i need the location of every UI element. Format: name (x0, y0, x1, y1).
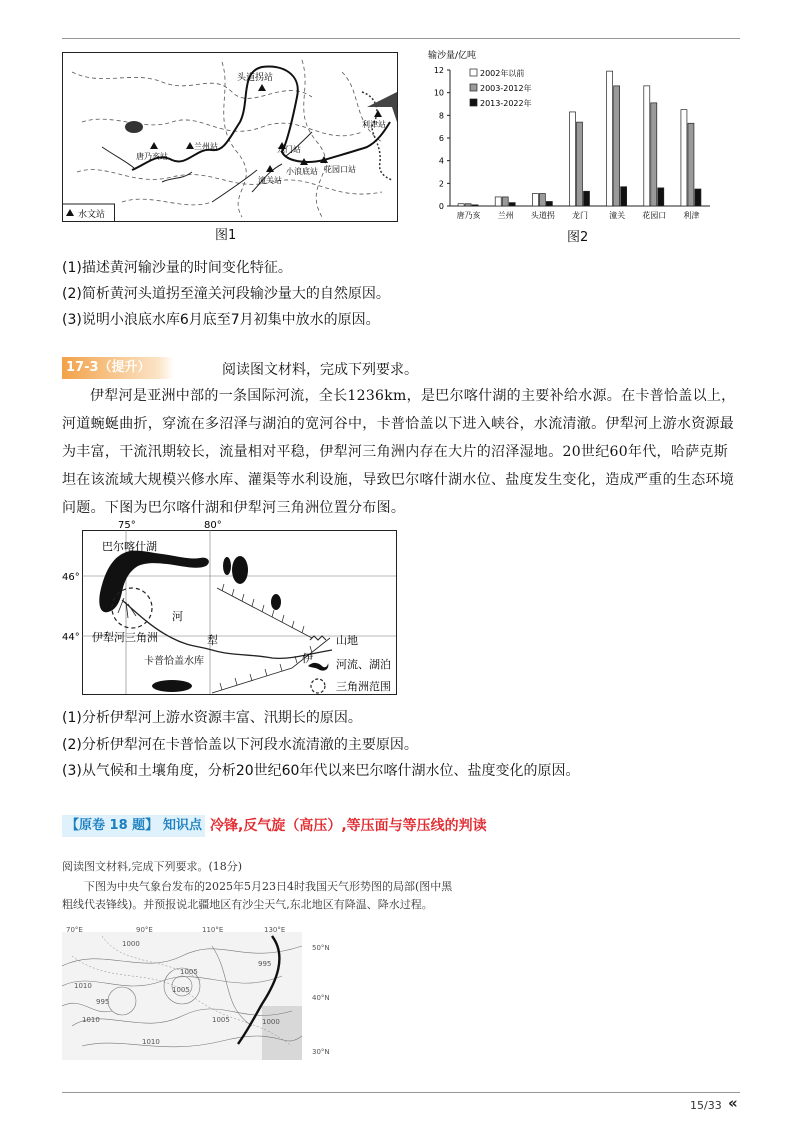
station-label: 龙门站 (277, 145, 301, 154)
isobar-label: 995 (258, 960, 272, 968)
weather-map-svg (62, 926, 352, 1060)
isobar-label: 1010 (82, 1016, 100, 1024)
knowledge-point-label: 知识点 (160, 815, 205, 837)
legend-swatch (470, 99, 477, 106)
bar (695, 189, 701, 206)
lon-label: 75° (118, 520, 136, 531)
figure-2-caption: 图2 (567, 230, 589, 245)
x-tick-label: 龙门 (572, 211, 588, 220)
x-tick-label: 头道拐 (530, 211, 555, 220)
y-tick-label: 6 (438, 134, 444, 143)
scanned-paragraph: 下图为中央气象台发布的2025年5月23日4时我国天气形势图的局部(图中黑粗线代表锋线)。并预报说北疆地区有沙尘天气,东北地区有降温、降水过程。 (62, 880, 453, 911)
isobar-label: 1005 (212, 1016, 230, 1024)
isobar-label: 1005 (172, 986, 190, 994)
bar (546, 201, 552, 206)
lon-label: 80° (204, 520, 222, 531)
legend-label: 2013-2022年 (480, 99, 532, 108)
legend-label: 三角洲范围 (336, 680, 391, 693)
legend-label: 2002年以前 (480, 69, 525, 78)
isobar-label: 1000 (122, 940, 140, 948)
station-label: 唐乃亥站 (136, 152, 168, 161)
isobar-label: 1010 (74, 982, 92, 990)
bar (584, 191, 590, 206)
bar (502, 197, 508, 206)
lat-label: 50°N (312, 944, 330, 952)
legend-swatch (470, 84, 477, 91)
bar (658, 188, 664, 206)
knowledge-point-text: 冷锋,反气旋（高压）,等压面与等压线的判读 (210, 818, 487, 834)
y-tick-label: 12 (433, 66, 444, 75)
isobar-label: 1005 (180, 968, 198, 976)
question-item: (2)简析黄河头道拐至潼关河段输沙量大的自然原因。 (62, 286, 390, 302)
station-label: 兰州站 (194, 142, 218, 151)
lake-label: 巴尔喀什湖 (102, 540, 157, 553)
weather-map (62, 926, 352, 1060)
question-item: (3)说明小浪底水库6月底至7月初集中放水的原因。 (62, 312, 380, 328)
bar (465, 204, 471, 206)
x-tick-label: 利津 (683, 211, 700, 220)
question-item: (2)分析伊犁河在卡普恰盖以下河段水流清澈的主要原因。 (62, 737, 418, 753)
sediment-bar-chart (420, 46, 740, 222)
river-label: 伊 (302, 652, 313, 665)
legend-label: 山地 (336, 634, 358, 647)
bar (681, 110, 687, 206)
question-item: (3)从气候和土壤角度，分析20世纪60年代以来巴尔喀什湖水位、盐度变化的原因。 (62, 763, 580, 779)
bottom-rule (62, 1092, 740, 1093)
isobar-label: 1000 (262, 1018, 280, 1026)
station-label: 潼关站 (258, 176, 282, 185)
y-tick-label: 4 (438, 156, 444, 166)
lat-label: 46° (62, 572, 80, 583)
question-intro: 阅读图文材料，完成下列要求。 (222, 362, 418, 378)
reservoir-label: 卡普恰盖水库 (144, 656, 204, 667)
original-question-tag: 【原卷 18 题】 (62, 815, 162, 837)
scanned-intro: 阅读图文材料,完成下列要求。(18分) (62, 860, 243, 873)
bar (539, 194, 545, 206)
legend-label: 水文站 (78, 210, 106, 220)
bar (621, 187, 627, 206)
bar (509, 203, 515, 206)
figure-2-chart (420, 46, 740, 222)
delta-label: 伊犁河三角洲 (92, 631, 158, 644)
page-number: 15/33 (690, 1099, 722, 1112)
legend-label: 2003-2012年 (480, 84, 532, 93)
balkhash-map-svg (62, 518, 402, 696)
bar (570, 112, 576, 206)
bar (532, 194, 538, 206)
lat-label: 40°N (312, 994, 330, 1002)
bar (644, 86, 650, 206)
bar (458, 204, 464, 206)
river-label: 河 (172, 610, 183, 623)
x-tick-label: 花园口 (642, 211, 667, 220)
x-tick-label: 唐乃亥 (456, 211, 481, 220)
x-tick-label: 潼关 (609, 211, 626, 220)
y-tick-label: 10 (433, 88, 444, 98)
question-item: (1)分析伊犁河上游水资源丰富、汛期长的原因。 (62, 710, 362, 726)
legend-swatch (470, 69, 477, 76)
station-label: 花园口站 (324, 165, 356, 174)
bar (607, 71, 613, 206)
nav-arrow-icon[interactable]: « (728, 1094, 738, 1112)
lon-label: 90°E (136, 926, 153, 934)
x-tick-label: 兰州 (497, 211, 514, 220)
lon-label: 110°E (202, 926, 224, 934)
y-tick-label: 0 (438, 202, 444, 211)
balkhash-map (62, 518, 402, 696)
bar (614, 86, 620, 206)
lon-label: 70°E (66, 926, 83, 934)
lat-label: 30°N (312, 1048, 330, 1056)
station-label: 小浪底站 (286, 167, 318, 176)
figure-1-map (62, 52, 398, 222)
yellow-river-map (62, 52, 398, 222)
isobar-label: 1010 (142, 1038, 160, 1046)
question-tag: 17-3（提升） (62, 357, 174, 379)
y-axis-label: 输沙量/亿吨 (428, 51, 477, 61)
y-tick-label: 2 (438, 179, 444, 189)
lon-label: 130°E (264, 926, 286, 934)
bar (472, 205, 478, 206)
lat-label: 44° (62, 632, 80, 643)
isobar-label: 995 (96, 998, 110, 1006)
y-tick-label: 8 (438, 111, 444, 121)
station-label: 头道拐站 (237, 73, 274, 83)
figure-1-caption: 图1 (215, 228, 237, 243)
material-paragraph: 伊犁河是亚洲中部的一条国际河流，全长1236km，是巴尔喀什湖的主要补给水源。在卡普恰盖以上，河道蜿蜒曲折，穿流在多沼泽与湖泊的宽河谷中，卡普恰盖以下进入峡谷，水流清澈。伊犁河上游水资源最为丰富，干流汛期较长，流量相对平稳，伊犁河三角洲内存在大片的沼泽湿地。20世纪60年代，哈萨克斯坦在该流域大规模兴修水库、灌渠等水利设施，导致巴尔喀什湖水位、盐度发生变化，造成严重的生态环境问题。下图为巴尔喀什湖和伊犁河三角洲位置分布图。 (62, 388, 736, 516)
top-rule (62, 38, 740, 39)
bar (495, 197, 501, 206)
bar (577, 122, 583, 206)
bar (651, 103, 657, 206)
question-item: (1)描述黄河输沙量的时间变化特征。 (62, 260, 292, 276)
station-label: 利津站 (362, 120, 386, 129)
legend-label: 河流、湖泊 (336, 658, 391, 671)
river-label: 犁 (207, 634, 218, 647)
bar (688, 123, 694, 206)
